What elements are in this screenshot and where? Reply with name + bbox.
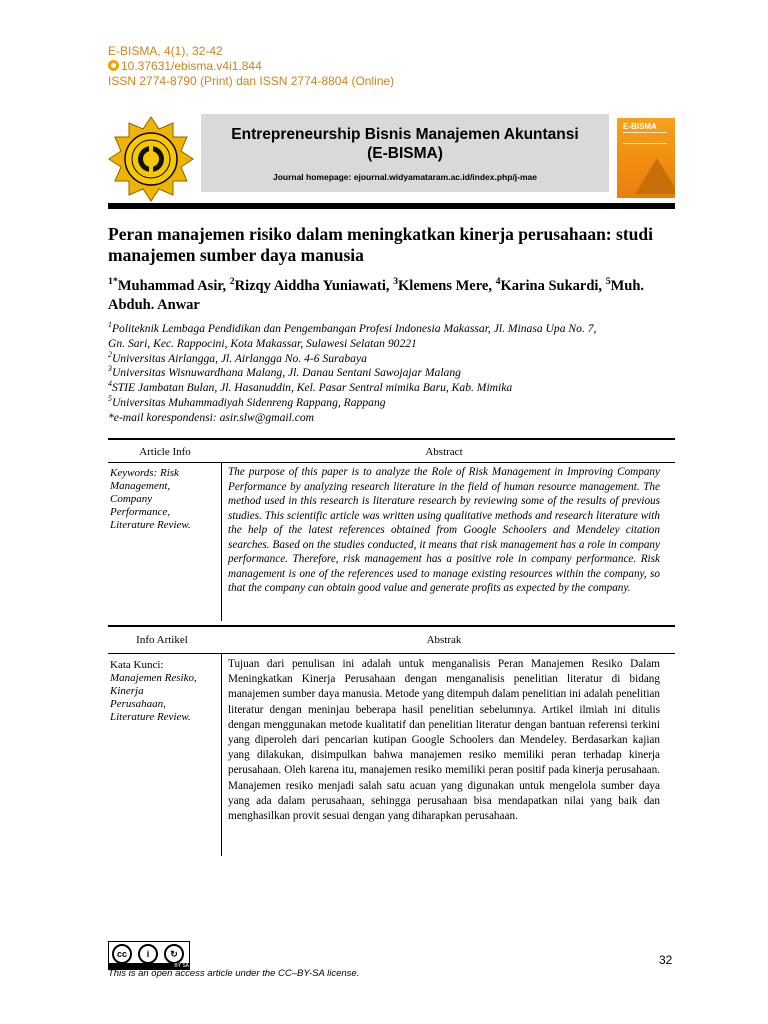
banner-title-line2: (E-BISMA): [367, 145, 443, 162]
author-name: Rizqy Aiddha Yuniawati,: [234, 278, 394, 294]
affiliation-text: Universitas Muhammadiyah Sidenreng Rappang, Rappang: [111, 395, 386, 409]
journal-reference: E-BISMA, 4(1), 32-42: [108, 44, 223, 58]
affiliation-sup: 2: [108, 349, 112, 359]
author-name: Muh. Abduh. Anwar: [108, 278, 645, 313]
affiliation-sup: 4: [108, 379, 112, 389]
share-alike-icon: ↻: [164, 944, 184, 964]
cover-decoration: [623, 132, 667, 144]
page-number: 32: [659, 953, 673, 967]
keyword: Literature Review.: [110, 519, 191, 531]
author-sup: 3: [393, 276, 399, 288]
cover-title: E-BISMA: [623, 122, 657, 131]
keyword: Literature Review.: [110, 711, 191, 723]
affiliation-line: [108, 396, 675, 411]
cover-pyramid-graphic: [635, 158, 675, 194]
column-divider: [221, 463, 222, 621]
issn-line: ISSN 2774-8790 (Print) dan ISSN 2774-8804 (Online): [108, 74, 395, 88]
english-abstract: The purpose of this paper is to analyze the Role of Risk Management in Improving Company Performance by analyzing research literature in the field of human resource management. The method used in this research is literature research by reviewing some of the results of previous studies. This scientific article was written using qualitative methods and research literature with the help of the latest references obtained from Google Schoolers and Mendeley citation searches. Based on the studies conducted, it means that risk management has a role in company performance. Therefore, risk management has a positive role in company performance. Risk management is one of the references used to manage existing resources within the company, so that the company can obtain good value and generate profits as expected by the company.: [228, 466, 660, 594]
keyword: Management,: [110, 480, 171, 492]
author-name: Karina Sukardi,: [500, 278, 606, 294]
author-sup: 1*: [108, 276, 118, 288]
abstrak-heading: Abstrak: [426, 634, 462, 646]
table-top-rule: [108, 438, 675, 440]
column-divider-id: [221, 654, 222, 856]
doi-link[interactable]: 10.37631/ebisma.v4i1.844: [121, 59, 262, 73]
table-bottom-rule: [108, 625, 675, 627]
journal-meta: [108, 44, 394, 89]
affiliation-line: [108, 381, 675, 396]
affiliation-text: Universitas Wisnuwardhana Malang, Jl. Danau Sentani Sawojajar Malang: [111, 366, 461, 380]
article-info-heading: Article Info: [139, 446, 191, 458]
attribution-icon: i: [138, 944, 158, 964]
affiliations: [108, 322, 675, 426]
author-sup: 2: [229, 276, 235, 288]
table-header-rule: [108, 462, 675, 463]
author-name: Klemens Mere,: [398, 278, 496, 294]
english-keywords: [110, 467, 220, 532]
license-text: This is an open access article under the CC–BY-SA license.: [108, 968, 360, 979]
keyword: Manajemen Resiko,: [110, 672, 197, 684]
affiliation-text[interactable]: *e-mail korespondensi: asir.slw@gmail.com: [108, 410, 315, 424]
author-list: [108, 277, 675, 315]
author-sup: 5: [605, 276, 611, 288]
journal-banner: [201, 114, 609, 192]
keyword: Performance,: [110, 506, 171, 518]
affiliation-text: Gn. Sari, Kec. Rappocini, Kota Makassar, Sulawesi Selatan 90221: [108, 336, 417, 350]
author-sup: 4: [495, 276, 501, 288]
doi-line[interactable]: [108, 59, 394, 74]
indonesian-abstract: Tujuan dari penulisan ini adalah untuk menganalisis Peran Manajemen Resiko Dalam Meningkatkan Kinerja Perusahaan dengan menganalisis penelitian literatur di bidang manajemen sumber daya manusia. Metode yang ditempuh dalam penelitian ini adalah penelitian literatur dengan meninjau beberapa hasil penelitian sebelumnya. Artikel ilmiah ini ditulis dengan menggunakan metode kualitatif dan penelitian literatur dengan bantuan referensi terkini yang diperoleh dari pencarian kutipan Google Schoolers dan Mendeley. Berdasarkan kajian yang dilakukan, disimpulkan bahwa manajemen resiko memiliki peran terhadap kinerja perusahaan. Oleh karena itu, manajemen resiko memiliki peran positif pada kinerja perusahaan. Manajemen resiko menjadi salah satu acuan yang digunakan untuk mengelola sumber daya yang ada dalam perusahaan, sehingga perusahaan bisa mendapatkan nilai yang baik dan menghasilkan provit sesuai dengan yang diharapkan perusahaan.: [228, 658, 660, 823]
correspondence-email[interactable]: [108, 411, 675, 426]
affiliation-line: [108, 349, 675, 367]
doi-icon: [108, 60, 119, 71]
info-artikel-heading: Info Artikel: [136, 634, 188, 646]
university-seal-logo: [108, 116, 194, 202]
keyword: Kinerja: [110, 685, 144, 697]
affiliation-text: Universitas Airlangga, Jl. Airlangga No. 4-6 Surabaya: [111, 351, 367, 365]
author-name: Muhammad Asir,: [117, 278, 230, 294]
journal-cover-thumbnail: [617, 118, 675, 198]
affiliation-text: STIE Jambatan Bulan, Jl. Hasanuddin, Kel. Pasar Sentral mimika Baru, Kab. Mimika: [111, 381, 513, 395]
cc-badge-label: BY SA: [109, 963, 189, 969]
affiliation-line: [108, 322, 675, 337]
banner-title-line1: Entrepreneurship Bisnis Manajemen Akuntansi: [231, 126, 579, 143]
abstract-heading: Abstract: [425, 446, 463, 458]
affiliation-line: [108, 366, 675, 381]
keyword: Keywords: Risk: [110, 467, 179, 479]
cc-icon: cc: [112, 944, 132, 964]
affiliation-sup: 5: [108, 394, 112, 404]
keywords-label: Kata Kunci:: [110, 659, 164, 671]
indonesian-keywords: [110, 659, 220, 724]
keyword: Perusahaan,: [110, 698, 166, 710]
affiliation-sup: 1: [108, 320, 112, 330]
header-divider: [108, 203, 675, 209]
journal-homepage[interactable]: Journal homepage: ejournal.widyamataram.ac.id/index.php/j-mae: [272, 172, 538, 182]
cc-license-badge[interactable]: [108, 941, 190, 970]
table-header-rule-id: [108, 653, 675, 654]
article-title: Peran manajemen risiko dalam meningkatkan kinerja perusahaan: studi manajemen sumber daya manusia: [108, 224, 653, 265]
keyword: Company: [110, 493, 153, 505]
affiliation-text: Politeknik Lembaga Pendidikan dan Pengembangan Profesi Indonesia Makassar, Jl. Minasa Upa No. 7,: [111, 322, 597, 335]
affiliation-sup: 3: [108, 364, 112, 374]
affiliation-line: [108, 337, 675, 352]
